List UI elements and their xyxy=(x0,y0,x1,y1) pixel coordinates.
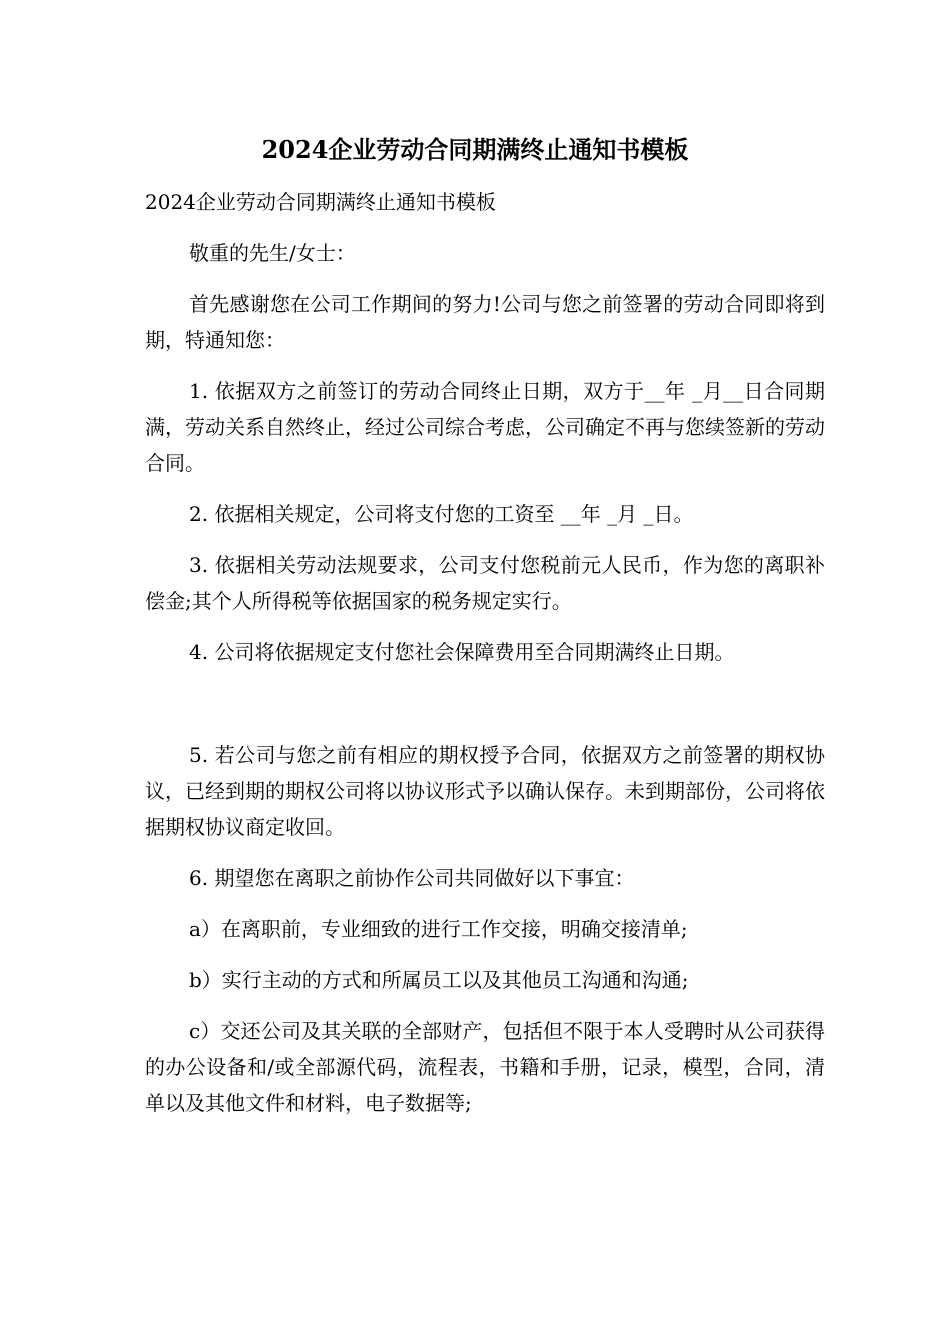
item-5: 5. 若公司与您之前有相应的期权授予合同，依据双方之前签署的期权协议，已经到期的期权公司将以协议形式予以确认保存。未到期部份，公司将依据期权协议商定收回。 xyxy=(145,743,825,839)
sub-item-a: a）在离职前，专业细致的进行工作交接，明确交接清单; xyxy=(189,917,688,941)
item-3: 3. 依据相关劳动法规要求，公司支付您税前元人民币，作为您的离职补偿金;其个人所得税等依据国家的税务规定实行。 xyxy=(145,553,825,613)
item-4: 4. 公司将依据规定支付您社会保障费用至合同期满终止日期。 xyxy=(189,640,735,664)
document-body xyxy=(145,184,825,1136)
item-1: 1. 依据双方之前签订的劳动合同终止日期，双方于__年 _月__日合同期满，劳动关系自然终止，经过公司综合考虑，公司确定不再与您续签新的劳动合同。 xyxy=(145,379,825,475)
document-subtitle: 2024企业劳动合同期满终止通知书模板 xyxy=(145,190,496,214)
sub-item-c: c）交还公司及其关联的全部财产，包括但不限于本人受聘时从公司获得的办公设备和/或全部源代码，流程表，书籍和手册，记录，模型，合同，清单以及其他文件和材料，电子数据等; xyxy=(145,1019,825,1115)
document-title: 2024企业劳动合同期满终止通知书模板 xyxy=(261,135,689,164)
item-6: 6. 期望您在离职之前协作公司共同做好以下事宜： xyxy=(189,866,635,890)
sub-item-b: b）实行主动的方式和所属员工以及其他员工沟通和沟通; xyxy=(189,968,689,992)
item-2: 2. 依据相关规定，公司将支付您的工资至 __年 _月 _日。 xyxy=(189,502,694,526)
intro-paragraph: 首先感谢您在公司工作期间的努力!公司与您之前签署的劳动合同即将到期，特通知您： xyxy=(145,292,825,352)
salutation: 敬重的先生/女士： xyxy=(189,241,356,265)
